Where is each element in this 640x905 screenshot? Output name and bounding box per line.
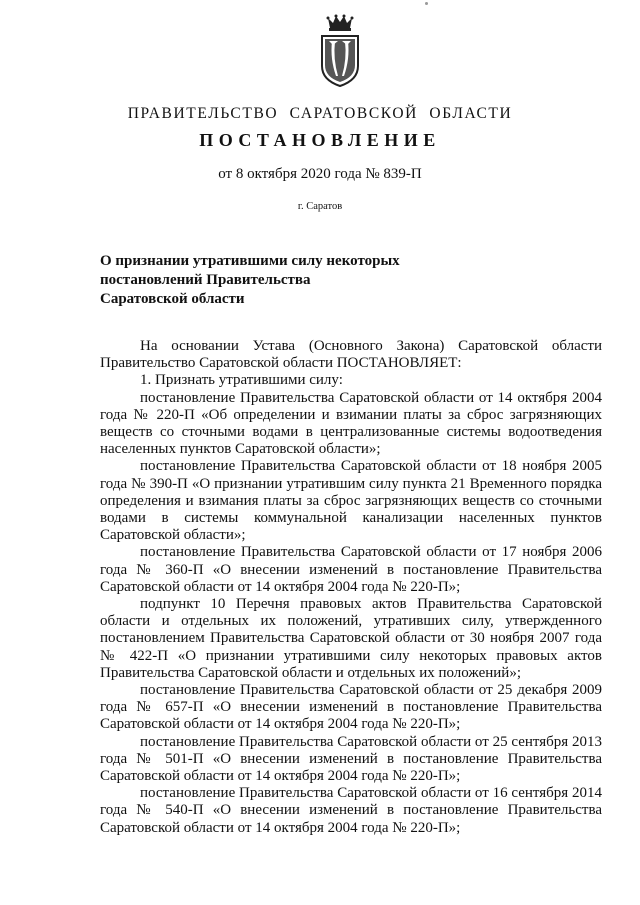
- date-and-number: от 8 октября 2020 года № 839-П: [218, 166, 422, 182]
- scan-speck: [425, 2, 428, 5]
- document-subject: [100, 252, 400, 309]
- body-paragraph: постановление Правительства Саратовской области от 25 декабря 2009 года № 657-П «О внесении изменений в постановление Правительства Саратовской области от 14 октября 2004 года № 220-П»;: [100, 682, 602, 733]
- saratov-coat-of-arms-icon: [318, 14, 362, 88]
- body-paragraph: постановление Правительства Саратовской области от 18 ноября 2005 года № 390-П «О признании утратившим силу пункта 21 Временного порядка определения и взимания платы за сброс загрязняющих веществ со сточными водами в системы коммунальной канализации населенных пунктов Саратовской области»;: [100, 458, 602, 544]
- subject-line: О признании утратившими силу некоторых: [100, 253, 400, 269]
- body-paragraph: постановление Правительства Саратовской области от 14 октября 2004 года № 220-П «Об определении и взимании платы за сброс загрязняющих веществ со сточными водами в централизованные системы водоотведения населенных пунктов Саратовской области»;: [100, 389, 602, 458]
- document-type-title: ПОСТАНОВЛЕНИЕ: [199, 130, 441, 150]
- subject-line: Саратовской области: [100, 291, 245, 307]
- subject-line: постановлений Правительства: [100, 272, 311, 288]
- body-paragraph: постановление Правительства Саратовской области от 25 сентября 2013 года № 501-П «О внесении изменений в постановление Правительства Саратовской области от 14 октября 2004 года № 220-П»;: [100, 733, 602, 785]
- body-paragraph: постановление Правительства Саратовской области от 16 сентября 2014 года № 540-П «О внесении изменений в постановление Правительства Саратовской области от 14 октября 2004 года № 220-П»;: [100, 785, 602, 836]
- government-title: ПРАВИТЕЛЬСТВО САРАТОВСКОЙ ОБЛАСТИ: [127, 105, 513, 122]
- body-paragraph: 1. Признать утратившими силу:: [140, 372, 343, 389]
- document-body: [100, 338, 602, 837]
- body-paragraph: постановление Правительства Саратовской области от 17 ноября 2006 года № 360-П «О внесении изменений в постановление Правительства Саратовской области от 14 октября 2004 года № 220-П»;: [100, 544, 602, 595]
- city-label: г. Саратов: [297, 201, 343, 212]
- body-paragraph: подпункт 10 Перечня правовых актов Правительства Саратовской области и отдельных их положений, утративших силу, утвержденного постановлением Правительства Саратовской области от 30 ноября 2007 года № 422-П «О признании утратившими силу некоторых правовых актов Правительства Саратовской области и отдельных их положений»;: [100, 596, 602, 681]
- body-paragraph: На основании Устава (Основного Закона) Саратовской области Правительство Саратовской области ПОСТАНОВЛЯЕТ:: [100, 338, 602, 372]
